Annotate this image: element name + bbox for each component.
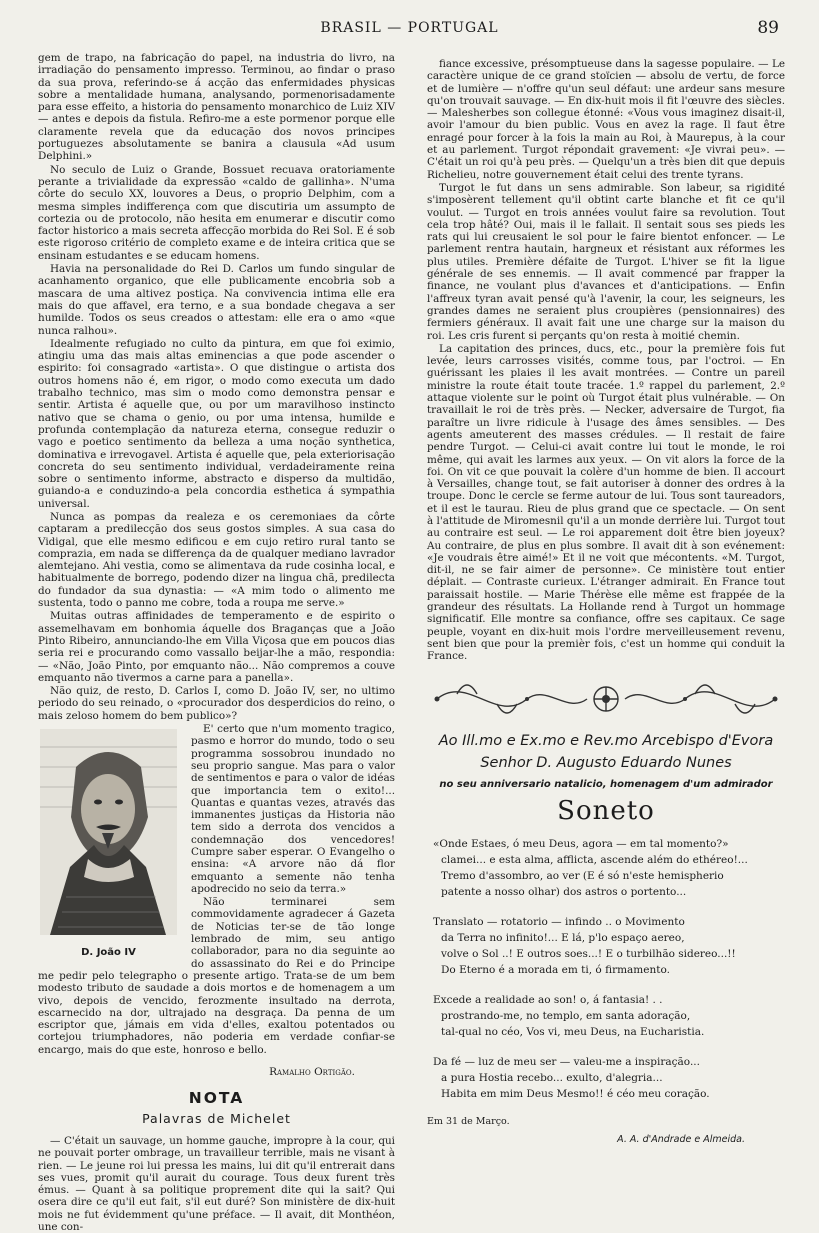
page-header [0,18,819,42]
portrait-engraving [36,727,181,939]
left-paragraph-6: Muitas outras affinidades de temperamento e de espirito o assemelhavam em bonhomia áquelle dos Braganças que a João Pinto Ribeiro, annunciando-lhe em Villa Viçosa que em poucos dias seria rei e procurando como vassallo beijar-lhe a mão, respondia: — «Não, João Pinto, por emquanto não... Não compremos a couve emquanto não tivermos a carne para a panella». [38,610,395,684]
poem-line: Translato — rotatorio — infindo .. o Movimento [433,915,685,928]
left-paragraph-3: Havia na personalidade do Rei D. Carlos um fundo singular de acanhamento organico, que elle publicamente encobria sob a mascara de uma altivez postiça. Na convivencia intima elle era mais do que affavel, era terno, e a sua bondade chegava a ser humilde. Todos os seus creados o attestam: elle era o amo «que nunca ralhou». [38,263,395,337]
dedication-line-1: Ao Ill.mo e Ex.mo e Rev.mo Arcebispo d'Evora [438,732,774,749]
right-paragraph-3: La capitation des princes, ducs, etc., pour la première fois fut levée, leurs carrosses visités, comme tous, par l'octroi. — En guérissant les plaies il les avait montrées. — Contre un pareil ministre la route était toute tracée. 1.º rappel du parlement, 2.º attaque violente sur le point où Turgot était plus vulnérable. — On travaillait le roi de très près. — Necker, adversaire de Turgot, fia paraître un livre ridicule à l'usage des âmes sensibles. — Des agents ameuterent des masses crédules. — Il restait de faire pendre Turgot. — Celui-ci avait contre lui tout le monde, le roi même, qui avait les larmes aux yeux. — On vit alors la force de la foi. On vit ce que pouvait la colère d'un homme de bien. Il accourt à Versailles, change tout, se fait autoriser à donner des ordres à la troupe. Donc le cercle se ferme autour de lui. Tous sont taureadors, et il est le taurau. Rieu de plus grand que ce spectacle. — On sent à l'attitude de Miromesnil qu'il a un monde derrière lui. Turgot tout au contraire est seul. — Le roi apparement doit être bien joyeux? Au contraire, de plus en plus sombre. Il avait dit à son evénement: «Je voudrais être aimé!» Et il ne voit que mécontents. «M. Turgot, dit-il, ne se fair aimer de personne». Ce ministère tout entier déplait. — Contraste curieux. L'étranger admirait. En France tout paraissait hostile. — Marie Thérèse elle même est frappée de la grandeur des résultats. La Hollande rend à Turgot un hommage significatif. Elle montre sa confiance, offre ses capitaux. Ce sage peuple, voyant en dix-huit mois l'ordre merveilleusement revenu, sent bien que pour la premièr fois, c'est un homme qui conduit la France. [427,342,785,663]
poem-line: «Onde Estaes, ó meu Deus, agora — em tal momento?» [433,837,729,850]
page-number: 89 [757,18,779,38]
left-paragraph-5: Nunca as pompas da realeza e os ceremoniaes da côrte captaram a predilecção dos seus gostos simples. A sua casa do Vidigal, que elle mesmo edificou e em cujo retiro rural tanto se comprazia, em nada se differença da de qualquer mediano lavrador alemtejano. Ahi vestia, como se alimentava da rude cosinha local, e habitualmente de borrego, podendo dizer na lingua chã, predilecta do fundador da sua dynastia: — «A mim todo o alimento me sustenta, todo o panno me cobre, toda a roupa me serve.» [38,510,395,610]
poem-line: volve o Sol ..! E outros soes...! E o turbilhão sidereo...!! [441,947,736,960]
right-paragraph-2: Turgot le fut dans un sens admirable. Son labeur, sa rigidité s'imposèrent tellement qu'il obtint carte blanche et fit ce qu'il voulut. — Turgot en trois années voulut faire sa revolution. Tout cela trop hâté? Oui, mais il le fallait. Il sentait sous ses pieds les rats qui lui creusaient le sol pour le faire bientot enfoncer. — Le parlement rentra hautain, hargneux et résistant aux réformes les plus utiles. Première défaite de Turgot. L'hiver se fit la ligue générale de ses ennemis. — Il avait commencé par frapper la finance, ne voulant plus d'avances et d'anticipations. — Enfin l'affreux tyran avait pensé qu'à l'avenir, la cour, les seigneurs, les grandes dames ne seraient plus croupières (pensionnaires) des fermiers généraux. Il avait fait une une charge sur la maison du roi. Les cris furent si perçants qu'on resta à moitié chemin. [427,181,785,342]
left-paragraph-7: Não quiz, de resto, D. Carlos I, como D. João IV, ser, no ultimo periodo do seu reinado, o «procurador dos desperdicios do reino, o mais zeloso homem do bem publico»? [38,685,395,722]
poem-line: patente a nosso olhar) dos astros o portento... [441,885,687,898]
poem-stanza-1 [427,836,785,900]
poem-line: da Terra no infinito!... E lá, p'lo espaço aereo, [441,931,685,944]
poem-line: Habita em mim Deus Mesmo!! é céo meu coração. [441,1087,710,1100]
nota-heading: NOTA [188,1089,245,1108]
poem-author: A. A. d'Andrade e Almeida. [617,1134,745,1146]
article-signature: Ramalho Ortigão. [269,1066,355,1079]
left-paragraph-2: No seculo de Luiz o Grande, Bossuet recuava oratoriamente perante a trivialidade da expressão «caldo de gallinha». N'uma côrte do seculo XX, louvores a Deus, o proprio Delphim, com a mesma simples indifferença com que discutiria um assumpto de cortezia ou de protocolo, não hesita em enumerar e discutir como factor historico a mais secreta affecção morbida do Rei Sol. E é sob este rigoroso critério de completo exame e de inteira critica que se ensinam estudantes e se educam homens. [38,163,395,262]
dedication-line-3: no seu anniversario natalicio, homenagem d'um admirador [439,779,773,791]
poem-title: Soneto [557,796,655,827]
left-paragraph-9: Não terminarei sem commovidamente agradecer á Gazeta de Noticias ter-se de tão longe lembrado de mim, seu antigo collaborador, para no dia seguinte ao do assassinato do Rei e do Principe me pedir pelo telegrapho o presente artigo. Trata-se de um bem modesto tributo de saudade a dois mortos e de homenagem a um vivo, depois de vencido, ferozmente insultado na derrota, escarnecido na dor, ultrajado na desgraça. Da penna de um escriptor que, jámais em vida d'elles, exaltou potentados ou cortejou triumphadores, não poderia em verdade confiar-se encargo, mais do que este, honroso e bello. [38,896,395,1056]
floral-ornament [427,669,785,729]
right-column [427,58,785,1146]
left-paragraph-8: E' certo que n'um momento tragico, pasmo e horror do mundo, todo o seu programma sossobrou inundado no seu proprio sangue. Mas para o valor de sentimentos e para o valor de idéas que importancia tem o exito!... Quantas e quantas vezes, através das immanentes justiças da Historia não tem sido a derrota dos vencidos a condemnação dos vencedores! Cumpre saber esperar. O Evangelho o ensina: «A arvore não dá flor emquanto a semente não tenha apodrecido no seio da terra.» [191,723,395,895]
portrait-figure [36,727,181,959]
poem-stanza-4 [427,1054,785,1102]
poem-line: Tremo d'assombro, ao ver (E é só n'este hemispherio [441,869,724,882]
poem-line: clamei... e esta alma, afflicta, ascende além do ethéreo!... [441,853,748,866]
running-title: BRASIL — PORTUGAL [320,20,499,36]
poem-line: a pura Hostia recebo... exulto, d'alegria... [441,1071,663,1084]
dedication-line-2: Senhor D. Augusto Eduardo Nunes [480,754,732,771]
poem-line: Excede a realidade ao son! o, á fantasia! . . [433,993,663,1006]
left-paragraph-1: gem de trapo, na fabricação do papel, na industria do livro, na irradiação do pensamento impresso. Terminou, ao findar o praso da sua prova, referindo-se á acção das enfermidades physicas sobre a mentalidade humana, analysando, pormenorisadamente para esse effeito, a historia do pensamento monarchico de Luiz XIV — antes e depois da fistula. Refiro-me a este pormenor porque elle claramente revela que da educação dos novos principes portuguezes absolutamente se banira a clausula «Ad usum Delphini.» [38,52,395,163]
portrait-caption: D. João IV [81,946,136,958]
left-paragraph-4: Idealmente refugiado no culto da pintura, em que foi eximio, atingiu uma das mais altas eminencias a que pode ascender o espirito: foi consagrado «artista». O que distingue o artista dos outros homens não é, em rigor, o modo como executa um dado trabalho technico, mas sim o modo como demonstra pensar e sentir. Artista é aquelle que, ou por um maravilhoso instincto nativo que se chama o genio, ou por uma intensa, humilde e profunda contemplação da natureza eterna, consegue reduzir o vago e poetico sentimento da belleza a uma noção synthetica, dominativa e irrevogavel. Artista é aquelle que, pela exteriorisação concreta do seu sentimento individual, verdadeiramente reina sobre o sentimento informe, abstracto e disperso da multidão, guiando-a e conduzindo-a pela concordia esthetica á sympathia universal. [38,337,395,510]
left-column [38,52,395,1233]
right-paragraph-1: fiance excessive, présomptueuse dans la sagesse populaire. — Le caractère unique de ce grand stoïcien — absolu de vertu, de force et de lumière — n'offre qu'un seul défaut: une ardeur sans mesure qu'on trouvait sauvage. — En dix-huit mois il fit l'œuvre des siècles. — Malesherbes son collegue étonné: «Vous vous imaginez disait-il, avoir l'amour du bien public. Vous en avez la rage. Il faut être enragé pour forcer à la fois la main au Roi, à Maurepus, à la cour et au parlement. Turgot répondait gravement: «Je vivrai peu». — C'était un roi qu'à peu près. — Quelqu'un a très bien dit que depuis Richelieu, notre gouvernement était celui des trente tyrans. [427,58,785,181]
poem-line: prostrando-me, no templo, em santa adoração, [441,1009,691,1022]
poem-line: tal-qual no céo, Vos vi, meu Deus, na Eucharistia. [441,1025,705,1038]
nota-paragraph: — C'était un sauvage, un homme gauche, impropre à la cour, qui ne pouvait porter ombrage, un travailleur terrible, mais ne visant à rien. — Le jeune roi lui pressa les mains, lui dit qu'il entrerait dans ses vues, promit qu'il aurait du courage. Tous deux furent très émus. — Quant à sa politique proprement dite qui la sait? Qui osera dire ce qu'il eut fait, s'il eut duré? Son ministère de dix-huit mois ne fut évidemment qu'une préface. — Il avait, dit Monthéon, une con- [38,1134,395,1233]
poem-stanza-2 [427,914,785,978]
poem-stanza-3 [427,992,785,1040]
poem-date: Em 31 de Março. [427,1115,510,1127]
nota-subheading: Palavras de Michelet [142,1110,291,1126]
poem-line: Do Eterno é a morada em ti, ó firmamento. [441,963,670,976]
poem-line: Da fé — luz de meu ser — valeu-me a inspiração... [433,1055,700,1068]
